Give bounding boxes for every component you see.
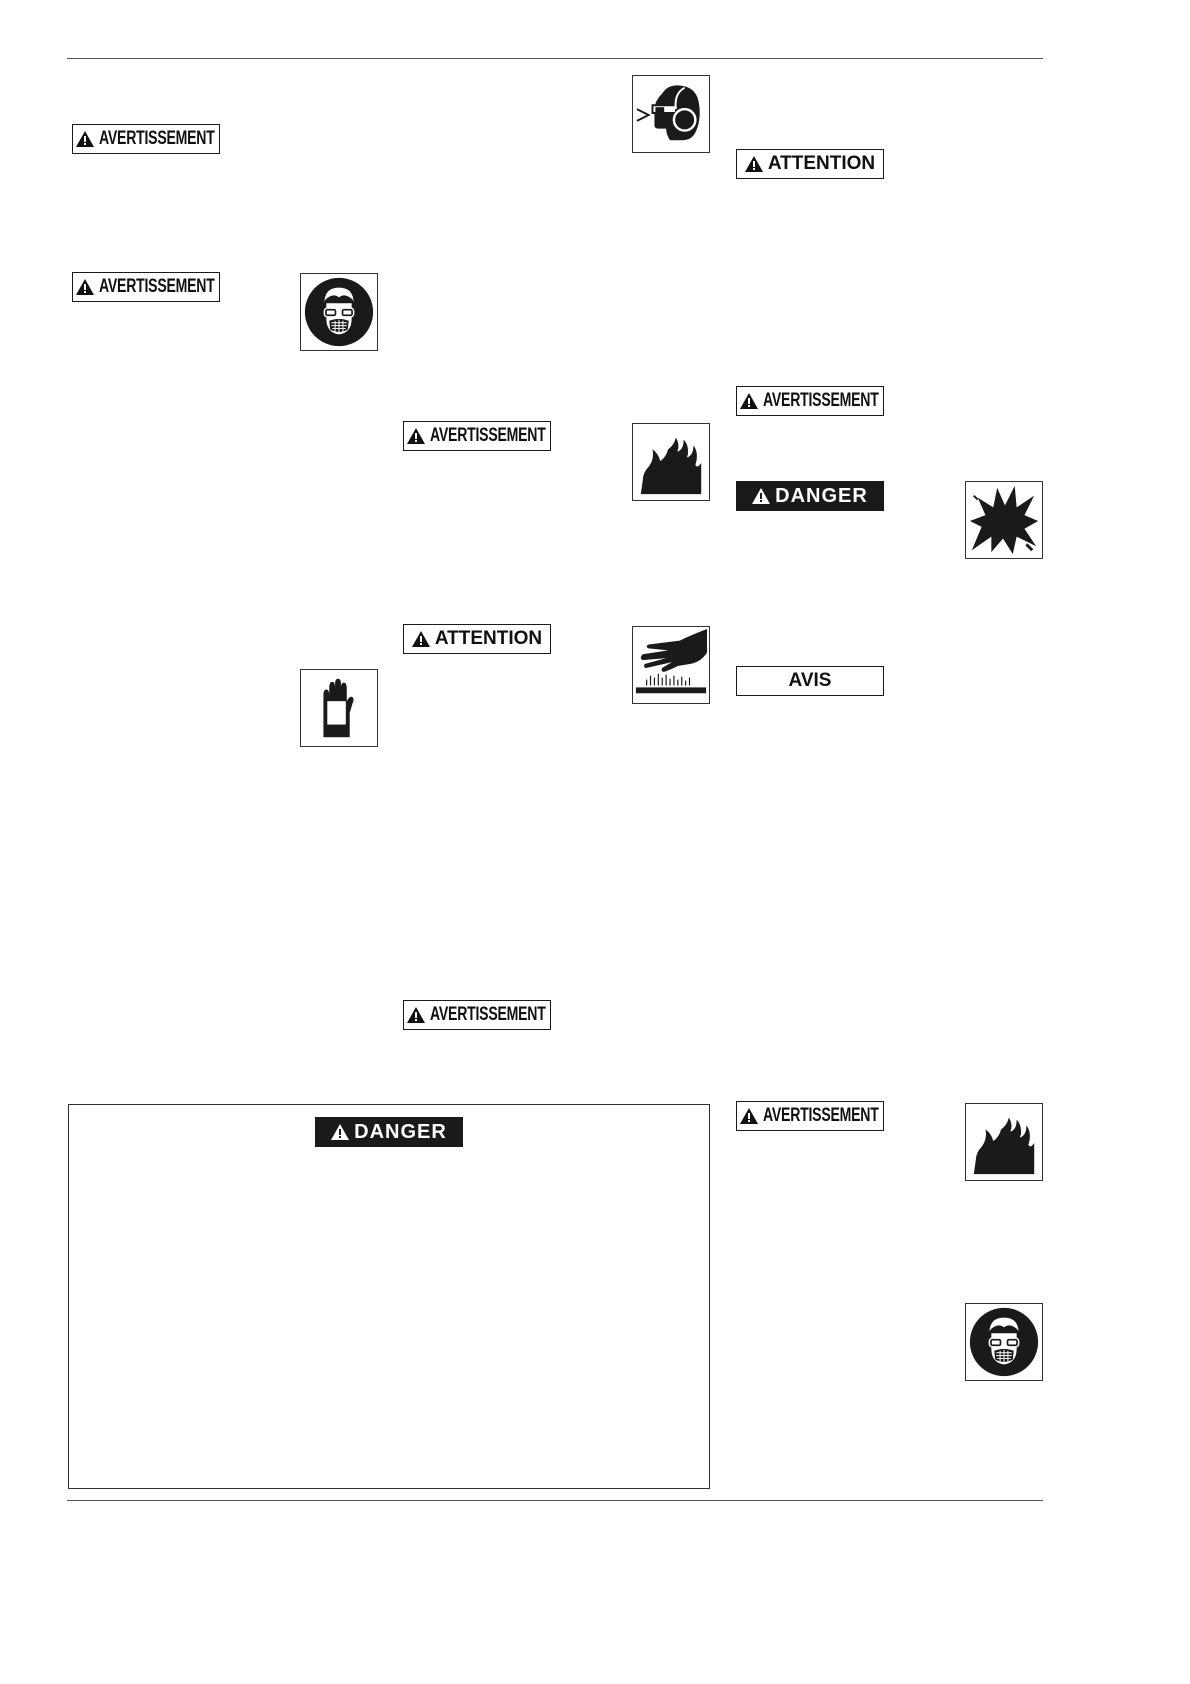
- warning-triangle-icon: [740, 393, 758, 409]
- avertissement-label: AVERTISSEMENT: [72, 272, 220, 302]
- corrosive-hand-icon: [632, 626, 710, 704]
- danger-box: [68, 1104, 710, 1489]
- fire-icon: [965, 1103, 1043, 1181]
- fire-icon: [632, 423, 710, 501]
- warning-triangle-icon: [407, 1007, 425, 1023]
- eye-ear-protection-icon: [632, 75, 710, 153]
- avis-label: AVIS: [736, 666, 884, 696]
- respirator-goggles-icon: [300, 273, 378, 351]
- danger-label: DANGER: [736, 481, 884, 511]
- gloves-icon: [300, 669, 378, 747]
- attention-label: ATTENTION: [403, 624, 551, 654]
- respirator-goggles-icon: [965, 1303, 1043, 1381]
- danger-label: DANGER: [315, 1117, 463, 1147]
- header-rule: [67, 58, 1043, 59]
- warning-triangle-icon: [76, 131, 94, 147]
- warning-triangle-icon: [407, 428, 425, 444]
- attention-label: ATTENTION: [736, 149, 884, 179]
- avertissement-label: AVERTISSEMENT: [72, 124, 220, 154]
- warning-triangle-icon: [745, 156, 763, 172]
- avertissement-label: AVERTISSEMENT: [736, 1101, 884, 1131]
- warning-triangle-icon: [412, 631, 430, 647]
- avertissement-label: AVERTISSEMENT: [403, 1000, 551, 1030]
- avertissement-label: AVERTISSEMENT: [403, 421, 551, 451]
- footer-rule: [67, 1500, 1043, 1501]
- warning-triangle-icon: [752, 488, 770, 504]
- avertissement-label: AVERTISSEMENT: [736, 386, 884, 416]
- warning-triangle-icon: [740, 1108, 758, 1124]
- warning-triangle-icon: [331, 1124, 349, 1140]
- explosion-icon: [965, 481, 1043, 559]
- warning-triangle-icon: [76, 279, 94, 295]
